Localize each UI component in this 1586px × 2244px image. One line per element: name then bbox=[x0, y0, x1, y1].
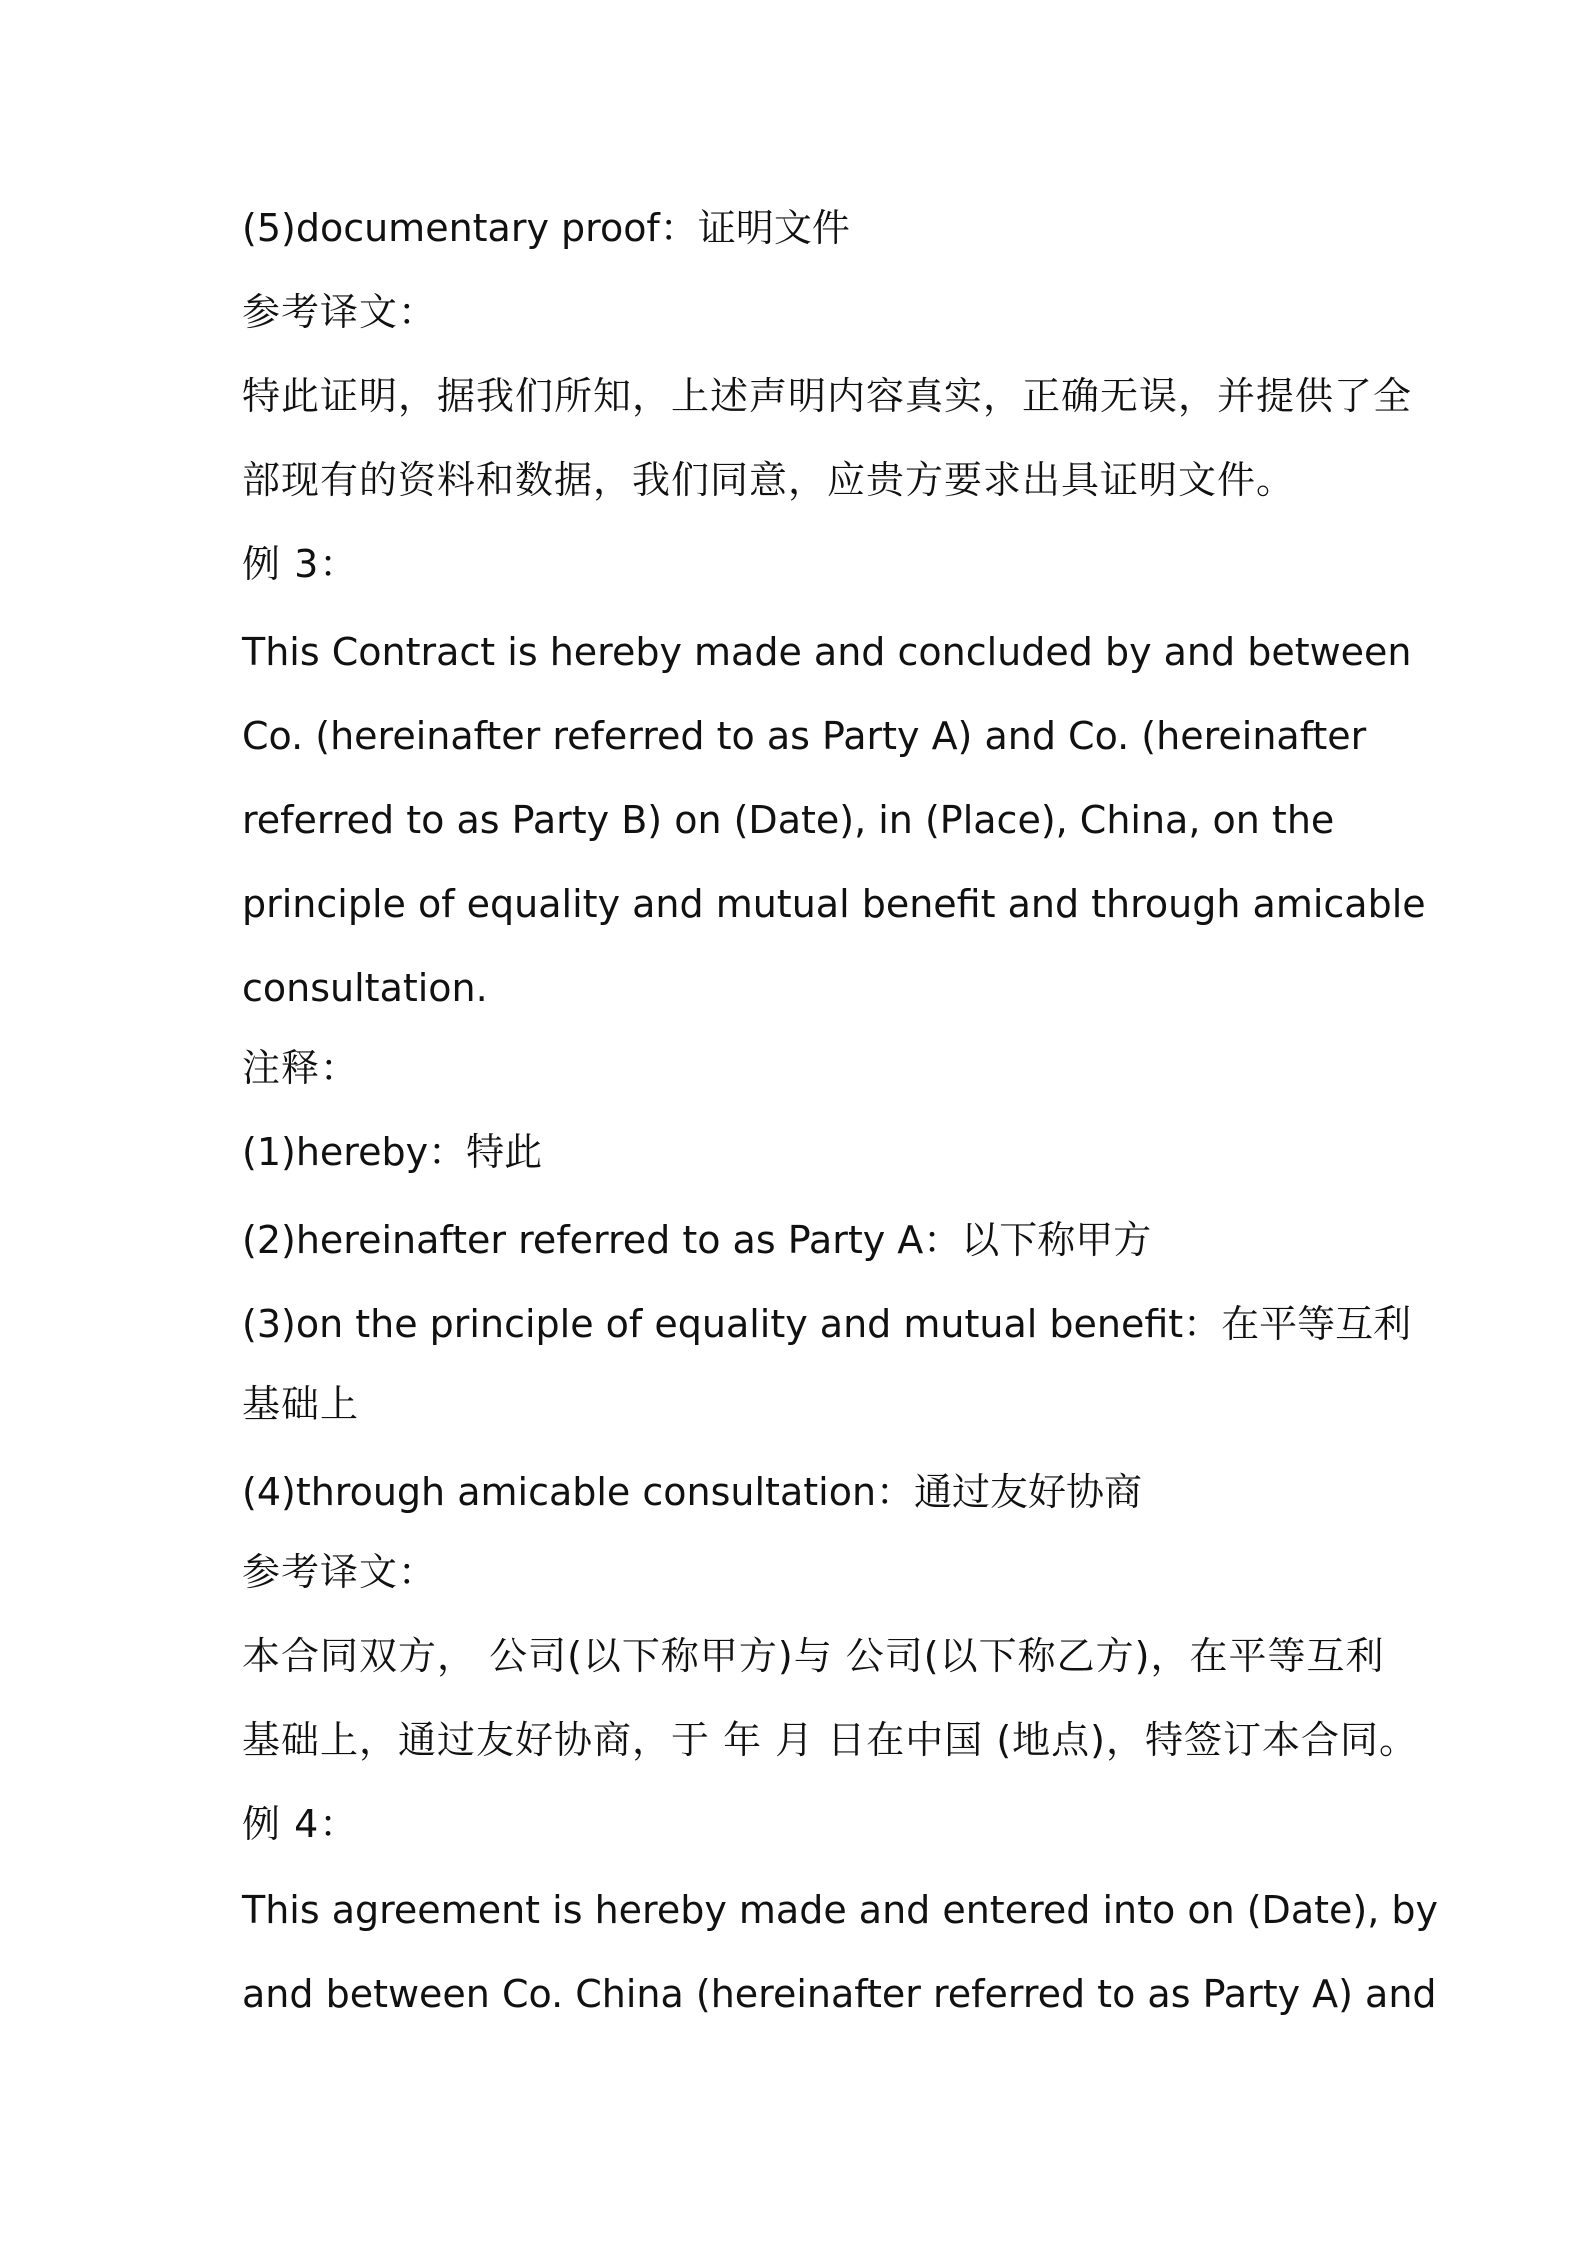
notes-heading: 注释： bbox=[242, 1046, 360, 1090]
example-3-text-line-5: consultation. bbox=[242, 966, 488, 1010]
translation-paragraph-line-2: 部现有的资料和数据，我们同意，应贵方要求出具证明文件。 bbox=[242, 458, 1296, 502]
example-3-text-line-2: Co. (hereinafter referred to as Party A) and Co. (hereinafter bbox=[242, 714, 1367, 758]
translation-2-line-1: 本合同双方， 公司(以下称甲方)与 公司(以下称乙方)，在平等互利 bbox=[242, 1634, 1385, 1678]
note-2-hereinafter: (2)hereinafter referred to as Party A：以下称甲方 bbox=[242, 1218, 1152, 1262]
example-3-text-line-4: principle of equality and mutual benefit and through amicable bbox=[242, 882, 1426, 926]
example-4-heading: 例 4： bbox=[242, 1802, 359, 1846]
example-3-heading: 例 3： bbox=[242, 542, 359, 586]
example-3-text-line-3: referred to as Party B) on (Date), in (Place), China, on the bbox=[242, 798, 1335, 842]
example-4-text-line-1: This agreement is hereby made and entered into on (Date), by bbox=[242, 1888, 1438, 1932]
example-3-text-line-1: This Contract is hereby made and concluded by and between bbox=[242, 630, 1412, 674]
reference-translation-heading-2: 参考译文： bbox=[242, 1550, 438, 1594]
translation-paragraph-line-1: 特此证明，据我们所知，上述声明内容真实，正确无误，并提供了全 bbox=[242, 374, 1413, 418]
example-4-text-line-2: and between Co. China (hereinafter referred to as Party A) and bbox=[242, 1972, 1437, 2016]
translation-2-line-2: 基础上，通过友好协商，于 年 月 日在中国 (地点)，特签订本合同。 bbox=[242, 1718, 1418, 1762]
note-4-amicable-consultation: (4)through amicable consultation：通过友好协商 bbox=[242, 1470, 1143, 1514]
note-5-documentary-proof: (5)documentary proof：证明文件 bbox=[242, 206, 850, 250]
reference-translation-heading: 参考译文： bbox=[242, 290, 438, 334]
note-3-principle-line-2: 基础上 bbox=[242, 1382, 360, 1426]
note-3-principle-line-1: (3)on the principle of equality and mutual benefit：在平等互利 bbox=[242, 1302, 1412, 1346]
note-1-hereby: (1)hereby：特此 bbox=[242, 1130, 543, 1174]
